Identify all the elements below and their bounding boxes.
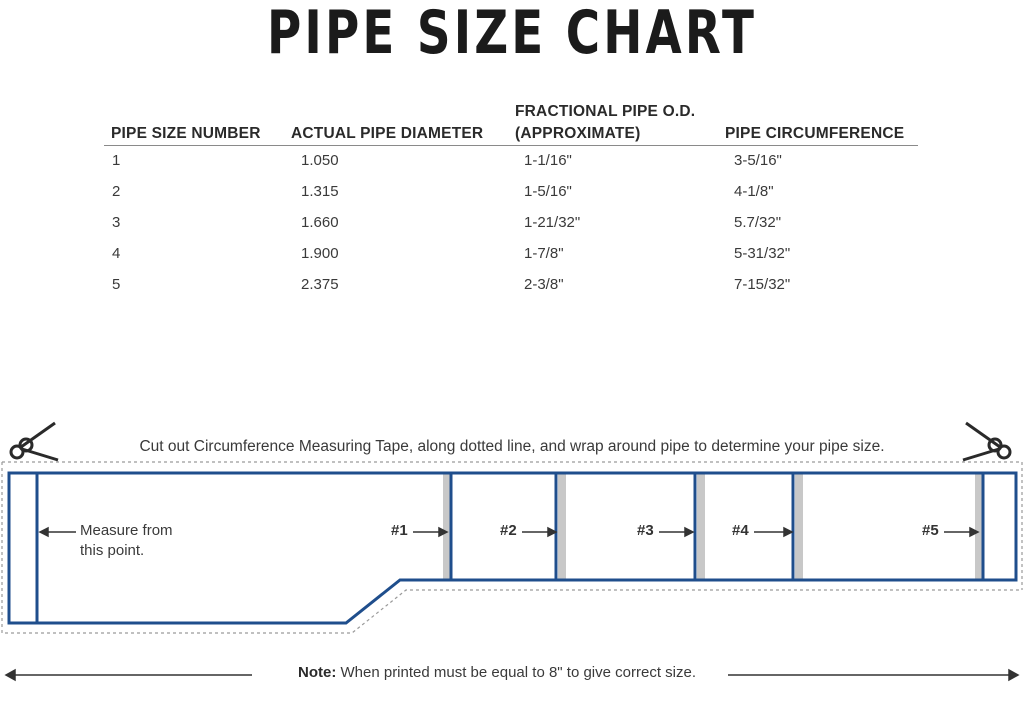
header-pipe-circumference: PIPE CIRCUMFERENCE — [725, 125, 905, 142]
table-cell: 1-5/16" — [524, 183, 572, 200]
measure-label-line2: this point. — [80, 542, 145, 559]
measure-from-label — [80, 521, 220, 561]
size-mark-5: #5 — [922, 522, 939, 539]
tape-size-lines — [451, 473, 983, 580]
table-cell: 5-31/32" — [734, 245, 791, 262]
table-cell: 1 — [112, 152, 121, 169]
table-cell: 1.315 — [301, 183, 339, 200]
measure-label-line1: Measure from — [80, 522, 173, 539]
size-mark-1: #1 — [391, 522, 408, 539]
tape-shade-strips — [443, 473, 983, 579]
size-mark-2: #2 — [500, 522, 517, 539]
header-actual-diameter: ACTUAL PIPE DIAMETER — [291, 125, 484, 142]
page-title: PIPE SIZE CHART — [267, 0, 757, 68]
table-cell: 1.050 — [301, 152, 339, 169]
table-cell: 5.7/32" — [734, 214, 782, 231]
table-cell: 2.375 — [301, 276, 339, 293]
note-body: When printed must be equal to 8" to give correct size. — [336, 664, 696, 681]
table-cell: 4-1/8" — [734, 183, 774, 200]
note-arrow-left — [6, 670, 252, 680]
table-cell: 2 — [112, 183, 121, 200]
table-cell: 5 — [112, 276, 121, 293]
table-cell: 3 — [112, 214, 121, 231]
table-cell: 1.660 — [301, 214, 339, 231]
header-fractional-od-approx: (APPROXIMATE) — [515, 125, 641, 142]
table-cell: 2-3/8" — [524, 276, 564, 293]
header-fractional-od: FRACTIONAL PIPE O.D. — [515, 103, 696, 120]
size-mark-3: #3 — [637, 522, 654, 539]
table-cell: 3-5/16" — [734, 152, 782, 169]
table-cell: 1-7/8" — [524, 245, 564, 262]
tape-instruction: Cut out Circumference Measuring Tape, along dotted line, and wrap around pipe to determine your pipe size. — [139, 438, 885, 455]
note-label: Note: — [298, 664, 337, 681]
measure-arrow — [40, 528, 76, 536]
table-cell: 1.900 — [301, 245, 339, 262]
table-cell: 1-21/32" — [524, 214, 581, 231]
note-arrow-right — [728, 670, 1018, 680]
table-cell: 7-15/32" — [734, 276, 791, 293]
size-mark-4: #4 — [732, 522, 749, 539]
table-cell: 1-1/16" — [524, 152, 572, 169]
print-note — [255, 664, 739, 681]
table-cell: 4 — [112, 245, 121, 262]
header-pipe-size-number: PIPE SIZE NUMBER — [111, 125, 261, 142]
